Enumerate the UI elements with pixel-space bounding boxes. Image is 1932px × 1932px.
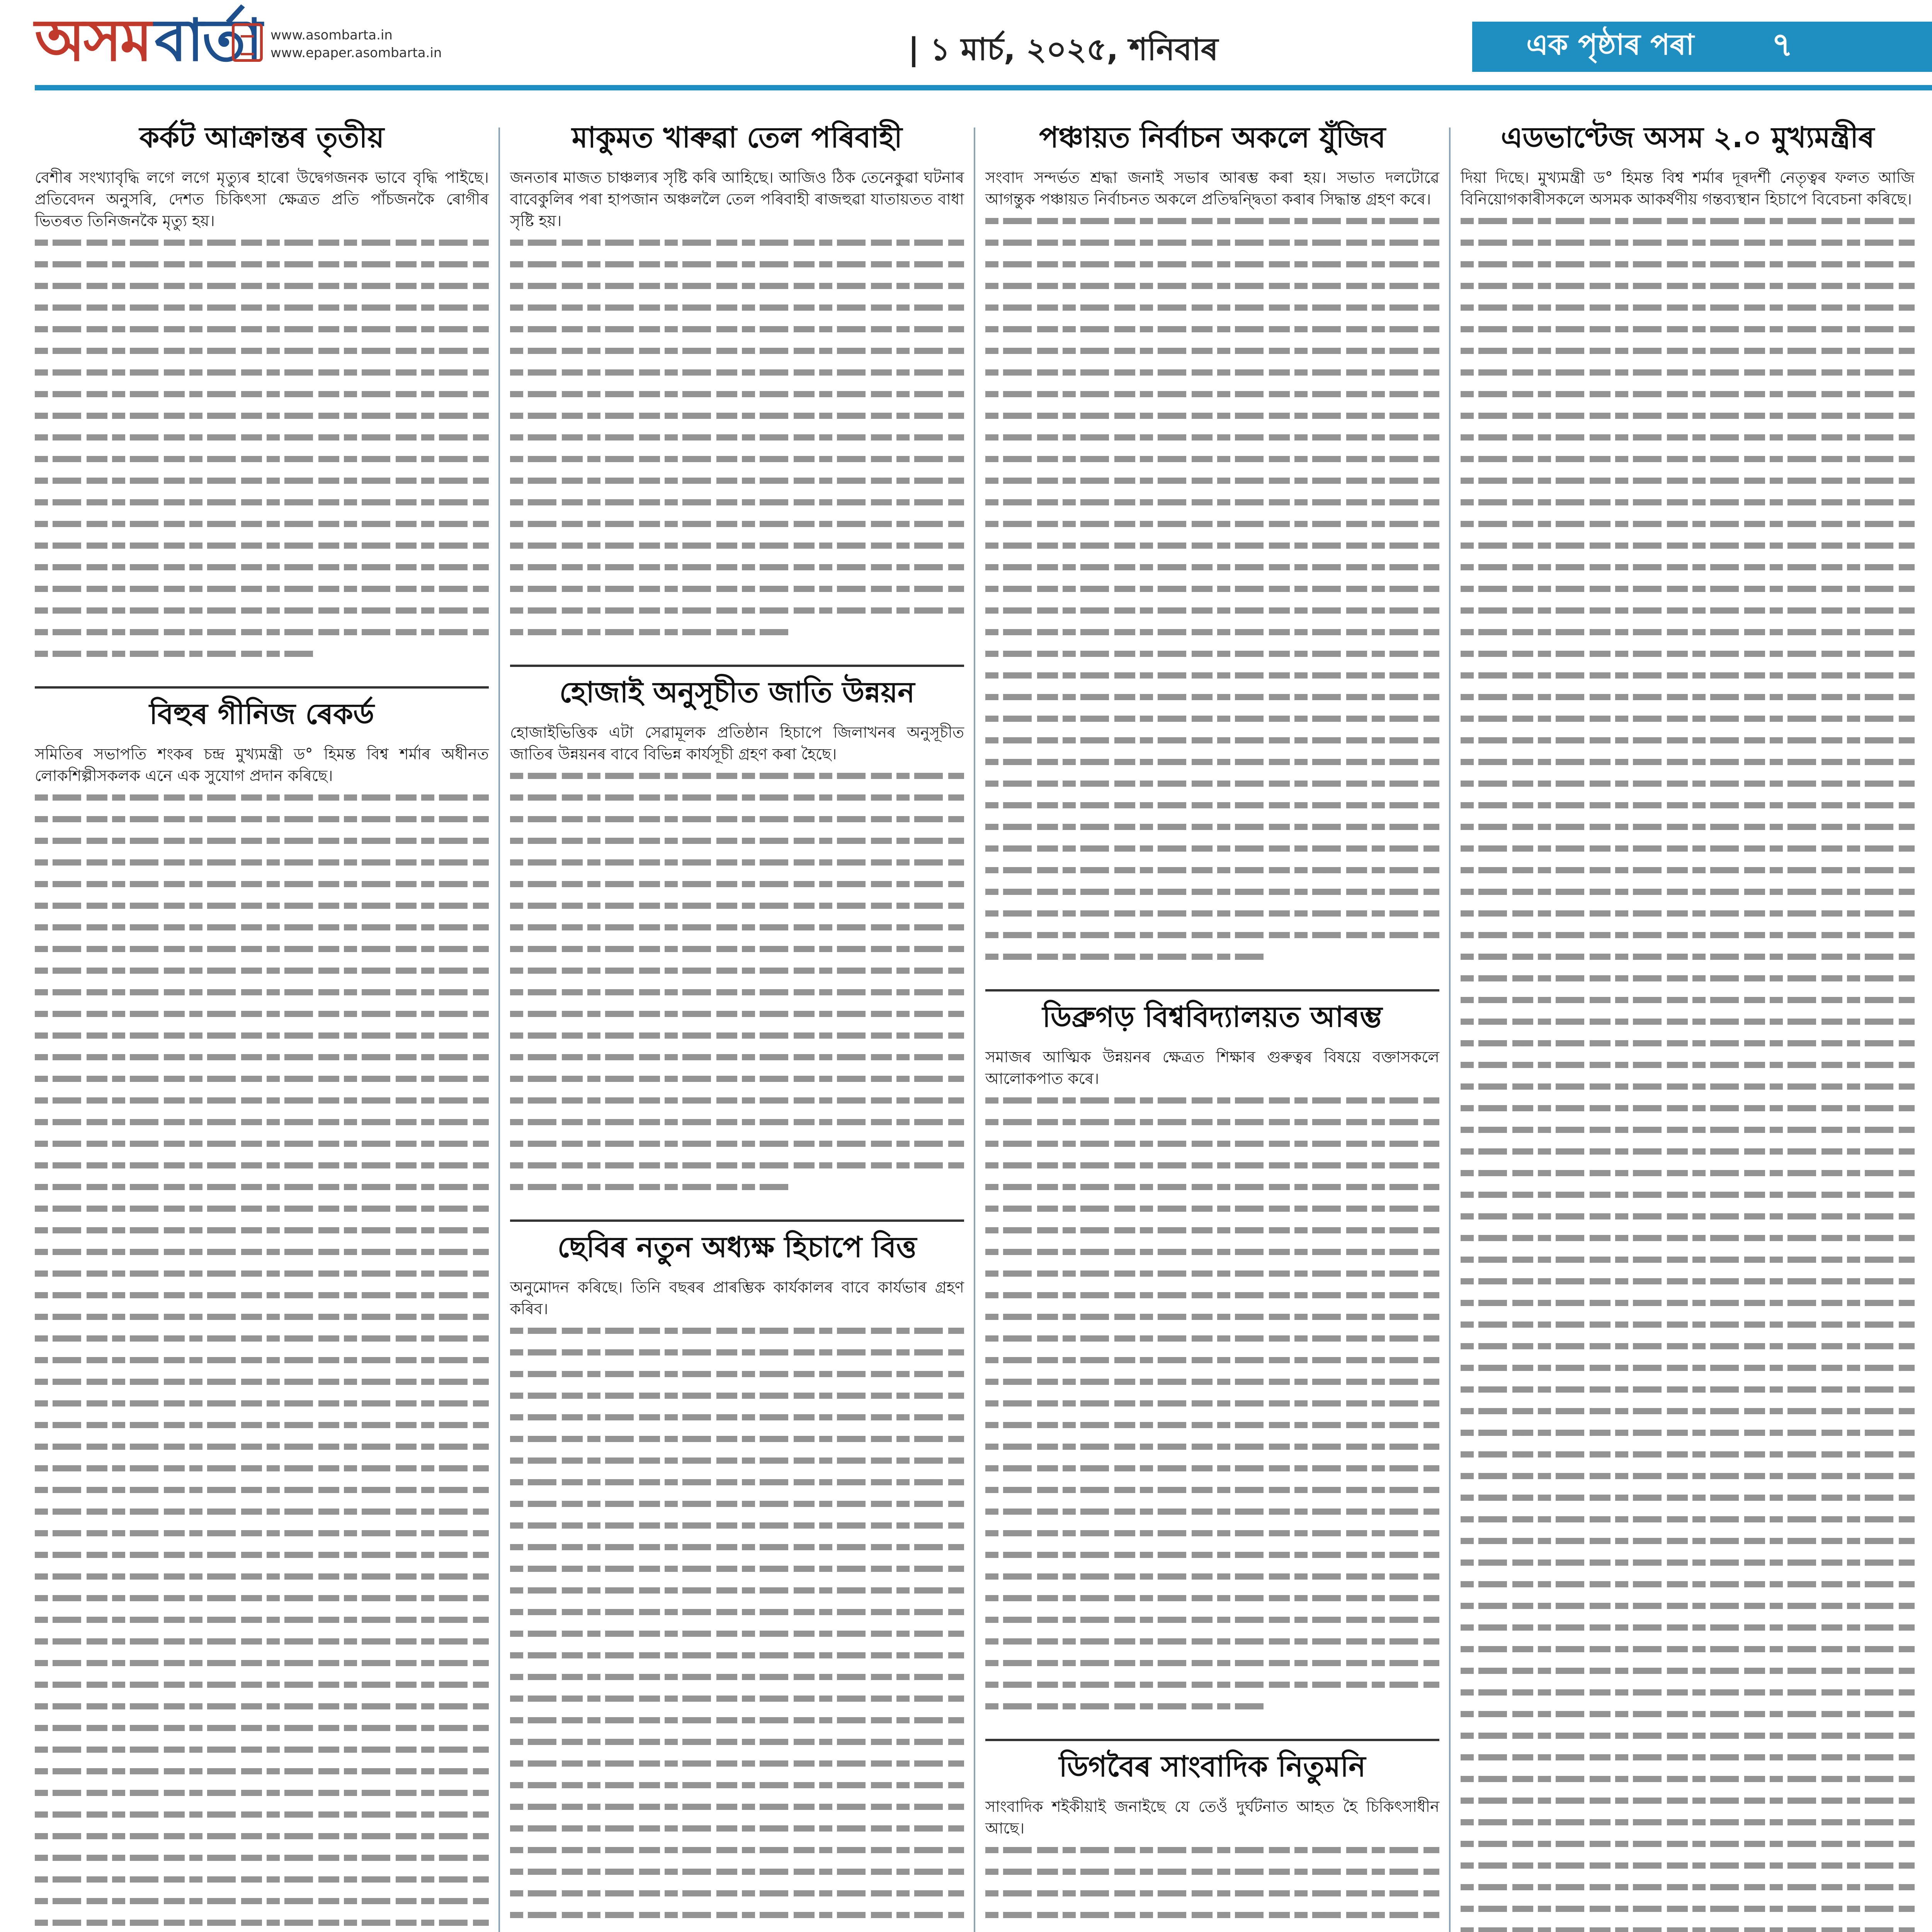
masthead xyxy=(0,0,1932,116)
column-4 xyxy=(1461,116,1915,1932)
article-body xyxy=(35,232,489,665)
article xyxy=(510,675,964,1198)
article-body xyxy=(510,765,964,1198)
article-headline[interactable]: বিহুৰ গীনিজ ৰেকৰ্ড xyxy=(149,697,374,731)
logo-text-barta: বাৰ্তা xyxy=(155,7,261,74)
article-separator xyxy=(985,1739,1439,1741)
article xyxy=(985,1749,1439,1932)
article xyxy=(985,999,1439,1717)
article-headline[interactable]: এডভাণ্টেজ অসম ২.০ মুখ্যমন্ত্ৰীৰ xyxy=(1501,121,1874,154)
epaper-icon xyxy=(232,23,263,62)
column-2 xyxy=(510,116,964,1932)
issue-date: | ১ মাৰ্চ, ২০২৫, শনিবাৰ xyxy=(908,31,1218,67)
article-body xyxy=(985,1839,1439,1932)
article-body xyxy=(510,232,964,643)
article xyxy=(985,120,1439,968)
article xyxy=(510,1230,964,1932)
article-headline[interactable]: ছেবিৰ নতুন অধ্যক্ষ হিচাপে বিত্ত xyxy=(557,1231,917,1264)
article-lead: দিয়া দিছে। মুখ্যমন্ত্ৰী ড° হিমন্ত বিশ্ব শৰ্মাৰ দূৰদৰ্শী নেতৃত্বৰ ফলত আজি বিনিয়োগকাৰীসকলে অসমক আকৰ্ষণীয় গন্তব্যস্থান হিচাপে বিবেচনা কৰিছে। xyxy=(1461,169,1915,208)
article-lead: জনতাৰ মাজত চাঞ্চল্যৰ সৃষ্টি কৰি আহিছে। আজিও ঠিক তেনেকুৱা ঘটনাৰ বাবেকুলিৰ পৰা হাপজান অঞ্চললৈ তেল পৰিবাহী ৰাজহুৱা যাতায়তত বাধা সৃষ্টি হয়। xyxy=(510,169,964,230)
website-links xyxy=(270,26,442,62)
article-headline[interactable]: ডিগবৈৰ সাংবাদিক নিতুমনি xyxy=(1059,1750,1366,1783)
article-body xyxy=(985,1090,1439,1717)
newspaper-logo[interactable] xyxy=(35,7,261,74)
article-separator xyxy=(510,1219,964,1222)
article xyxy=(35,696,489,1932)
article-headline[interactable]: হোজাই অনুসূচীত জাতি উন্নয়ন xyxy=(559,676,915,709)
article-lead: সংবাদ সন্দৰ্ভত শ্ৰদ্ধা জনাই সভাৰ আৰম্ভ কৰা হয়। সভাত দলটোৱে আগন্তুক পঞ্চায়ত নিৰ্বাচনত অকলে প্ৰতিদ্বন্দ্বিতা কৰাৰ সিদ্ধান্ত গ্ৰহণ কৰে। xyxy=(985,169,1439,208)
article-body xyxy=(510,1320,964,1932)
article-headline[interactable]: ডিব্ৰুগড় বিশ্ববিদ্যালয়ত আৰম্ভ xyxy=(1042,1000,1383,1034)
article-lead: বেশীৰ সংখ্যাবৃদ্ধি লগে লগে মৃত্যুৰ হাৰো উদ্বেগজনক ভাবে বৃদ্ধি পাইছে। প্ৰতিবেদন অনুসৰি, দেশত চিকিৎসা ক্ষেত্ৰত প্ৰতি পাঁচজনকৈ ৰোগীৰ ভিতৰত তিনিজনকৈ মৃত্যু হয়। xyxy=(35,169,489,230)
column-3 xyxy=(985,116,1439,1932)
article xyxy=(1461,120,1915,1932)
article-headline[interactable]: কৰ্কট আক্ৰান্তৰ তৃতীয় xyxy=(139,121,384,154)
article xyxy=(35,120,489,665)
section-badge xyxy=(1472,22,1932,72)
article-lead: হোজাইভিত্তিক এটা সেৱামূলক প্ৰতিষ্ঠান হিচাপে জিলাখনৰ অনুসূচীত জাতিৰ উন্নয়নৰ বাবে বিভিন্ন কাৰ্যসূচী গ্ৰহণ কৰা হৈছে। xyxy=(510,724,964,763)
article-separator xyxy=(510,665,964,667)
article-lead: অনুমোদন কৰিছে। তিনি বছৰৰ প্ৰাৰম্ভিক কাৰ্যকালৰ বাবে কাৰ্যভাৰ গ্ৰহণ কৰিব। xyxy=(510,1279,964,1318)
article-headline[interactable]: পঞ্চায়ত নিৰ্বাচন অকলে যুঁজিব xyxy=(1039,121,1386,154)
logo-text-asom: অসম xyxy=(35,7,151,74)
article-separator xyxy=(985,989,1439,992)
column-1 xyxy=(35,116,489,1932)
section-label: এক পৃষ্ঠাৰ পৰা xyxy=(1526,28,1694,61)
column-divider xyxy=(498,128,500,1932)
column-divider xyxy=(974,128,975,1932)
article-body xyxy=(985,210,1439,968)
article-lead: সাংবাদিক শইকীয়াই জনাইছে যে তেওঁ দুৰ্ঘটনাত আহত হৈ চিকিৎসাধীন আছে। xyxy=(985,1798,1439,1837)
page-number: ৭ xyxy=(1771,25,1793,64)
article-lead: সমিতিৰ সভাপতি শংকৰ চন্দ্ৰ মুখ্যমন্ত্ৰী ড° হিমন্ত বিশ্ব শৰ্মাৰ অধীনত লোকশিল্পীসকলক এনে এক সুযোগ প্ৰদান কৰিছে। xyxy=(35,745,489,785)
article-lead: সমাজৰ আত্মিক উন্নয়নৰ ক্ষেত্ৰত শিক্ষাৰ গুৰুত্বৰ বিষয়ে বক্তাসকলে আলোকপাত কৰে। xyxy=(985,1048,1439,1088)
header-rule xyxy=(35,85,1932,90)
website-url[interactable]: www.asombarta.in xyxy=(270,27,393,43)
article-body xyxy=(1461,210,1915,1932)
column-divider xyxy=(1449,128,1451,1932)
article-headline[interactable]: মাকুমত খাৰুৱা তেল পৰিবাহী xyxy=(571,121,903,154)
article-body xyxy=(35,787,489,1932)
epaper-url[interactable]: www.epaper.asombarta.in xyxy=(270,45,442,61)
article xyxy=(510,120,964,643)
article-separator xyxy=(35,686,489,689)
